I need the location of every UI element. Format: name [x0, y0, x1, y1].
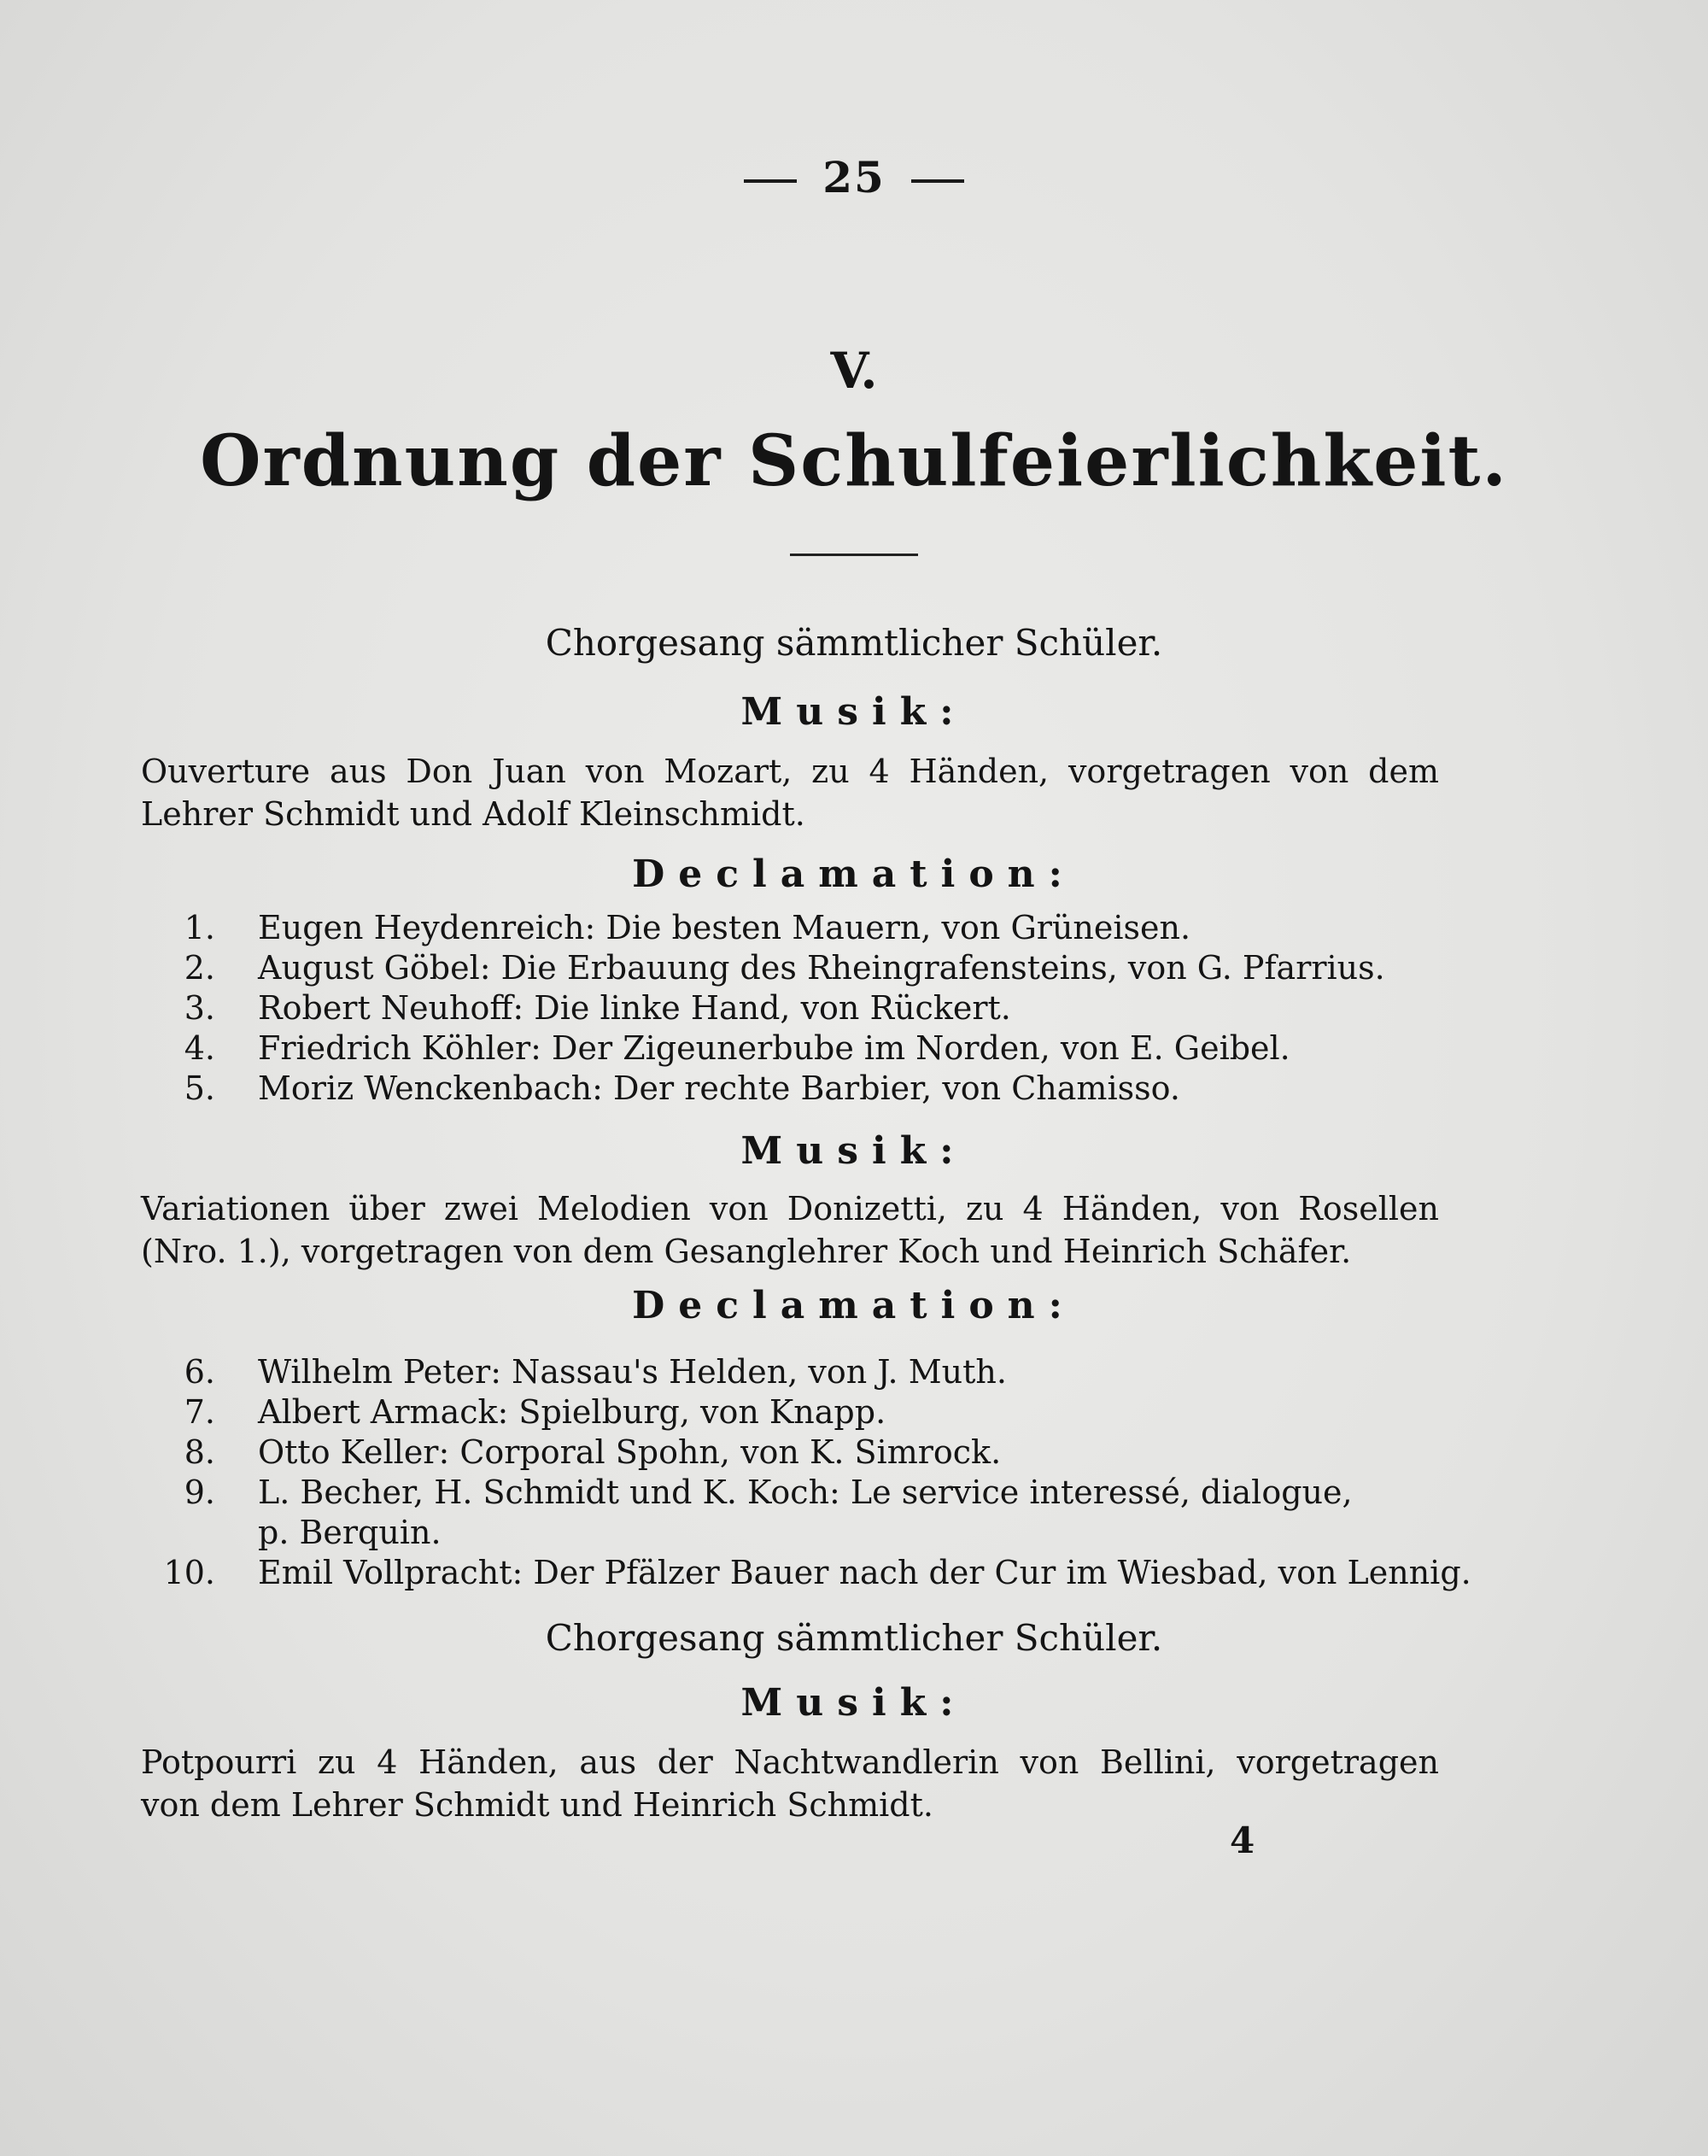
item-number: 10.	[163, 1554, 215, 1591]
item-number: 1.	[184, 909, 215, 946]
chorus-heading-1: Chorgesang sämmtlicher Schüler.	[545, 622, 1163, 664]
right-dash	[911, 179, 964, 183]
music-3-line-2: von dem Lehrer Schmidt und Heinrich Schmidt.	[141, 1786, 933, 1824]
list-item	[162, 1473, 1443, 1553]
music-paragraph-3	[141, 1741, 1439, 1826]
music-heading-2: Musik:	[740, 1129, 968, 1173]
item-number: 3.	[184, 989, 215, 1027]
declamation-list-2	[162, 1352, 1471, 1593]
item-text: Emil Vollpracht: Der Pfälzer Bauer nach der Cur im Wiesbad, von Lennig.	[258, 1554, 1471, 1591]
item-number: 7.	[184, 1393, 215, 1431]
music-2-line-1: Variationen über zwei Melodien von Donizetti, zu 4 Händen, von Rosellen	[141, 1190, 1439, 1227]
item-text: Wilhelm Peter: Nassau's Helden, von J. Muth.	[258, 1353, 1007, 1391]
music-1-line-2: Lehrer Schmidt und Adolf Kleinschmidt.	[141, 795, 805, 833]
music-paragraph-2	[141, 1187, 1439, 1273]
item-text: L. Becher, H. Schmidt und K. Koch: Le service interessé, dialogue,	[258, 1473, 1353, 1511]
item-number: 8.	[184, 1433, 215, 1471]
list-item	[162, 1352, 1443, 1392]
chorus-heading-2: Chorgesang sämmtlicher Schüler.	[545, 1617, 1163, 1659]
music-1-line-1: Ouverture aus Don Juan von Mozart, zu 4 Händen, vorgetragen von dem	[141, 753, 1439, 790]
item-number: 2.	[184, 949, 215, 987]
item-text-continuation: p. Berquin.	[258, 1514, 442, 1551]
page-number	[0, 152, 1708, 202]
item-text: Moriz Wenckenbach: Der rechte Barbier, von Chamisso.	[258, 1069, 1180, 1107]
item-number: 9.	[184, 1473, 215, 1511]
declamation-heading-1: Declamation:	[632, 852, 1076, 896]
list-item	[162, 908, 1443, 948]
music-paragraph-1	[141, 750, 1439, 835]
music-heading-3: Musik:	[740, 1681, 968, 1725]
item-number: 4.	[184, 1029, 215, 1067]
music-heading-1: Musik:	[740, 690, 968, 734]
page-title: Ordnung der Schulfeierlichkeit.	[200, 420, 1508, 502]
item-number: 5.	[184, 1069, 215, 1107]
list-item	[162, 1392, 1443, 1432]
list-item	[162, 988, 1443, 1028]
title-divider	[790, 554, 918, 556]
item-number: 6.	[184, 1353, 215, 1391]
left-dash	[744, 179, 797, 183]
list-item	[162, 1028, 1443, 1069]
list-item	[162, 1432, 1443, 1473]
item-text: Otto Keller: Corporal Spohn, von K. Simrock.	[258, 1433, 1002, 1471]
item-text: Albert Armack: Spielburg, von Knapp.	[258, 1393, 886, 1431]
declamation-list-1	[162, 908, 1443, 1109]
list-item	[162, 1069, 1443, 1109]
item-text: Eugen Heydenreich: Die besten Mauern, von Grüneisen.	[258, 909, 1191, 946]
music-3-line-1: Potpourri zu 4 Händen, aus der Nachtwandlerin von Bellini, vorgetragen	[141, 1743, 1439, 1781]
item-text: Friedrich Köhler: Der Zigeunerbube im Norden, von E. Geibel.	[258, 1029, 1290, 1067]
list-item	[162, 948, 1443, 988]
music-2-line-2: (Nro. 1.), vorgetragen von dem Gesanglehrer Koch und Heinrich Schäfer.	[141, 1233, 1352, 1270]
section-number: V.	[830, 342, 878, 400]
list-item	[162, 1553, 1471, 1593]
signature-mark: 4	[1230, 1819, 1255, 1861]
item-text: August Göbel: Die Erbauung des Rheingrafensteins, von G. Pfarrius.	[258, 949, 1385, 987]
page-number-value: 25	[822, 152, 886, 202]
item-text: Robert Neuhoff: Die linke Hand, von Rückert.	[258, 989, 1011, 1027]
declamation-heading-2: Declamation:	[632, 1284, 1076, 1327]
